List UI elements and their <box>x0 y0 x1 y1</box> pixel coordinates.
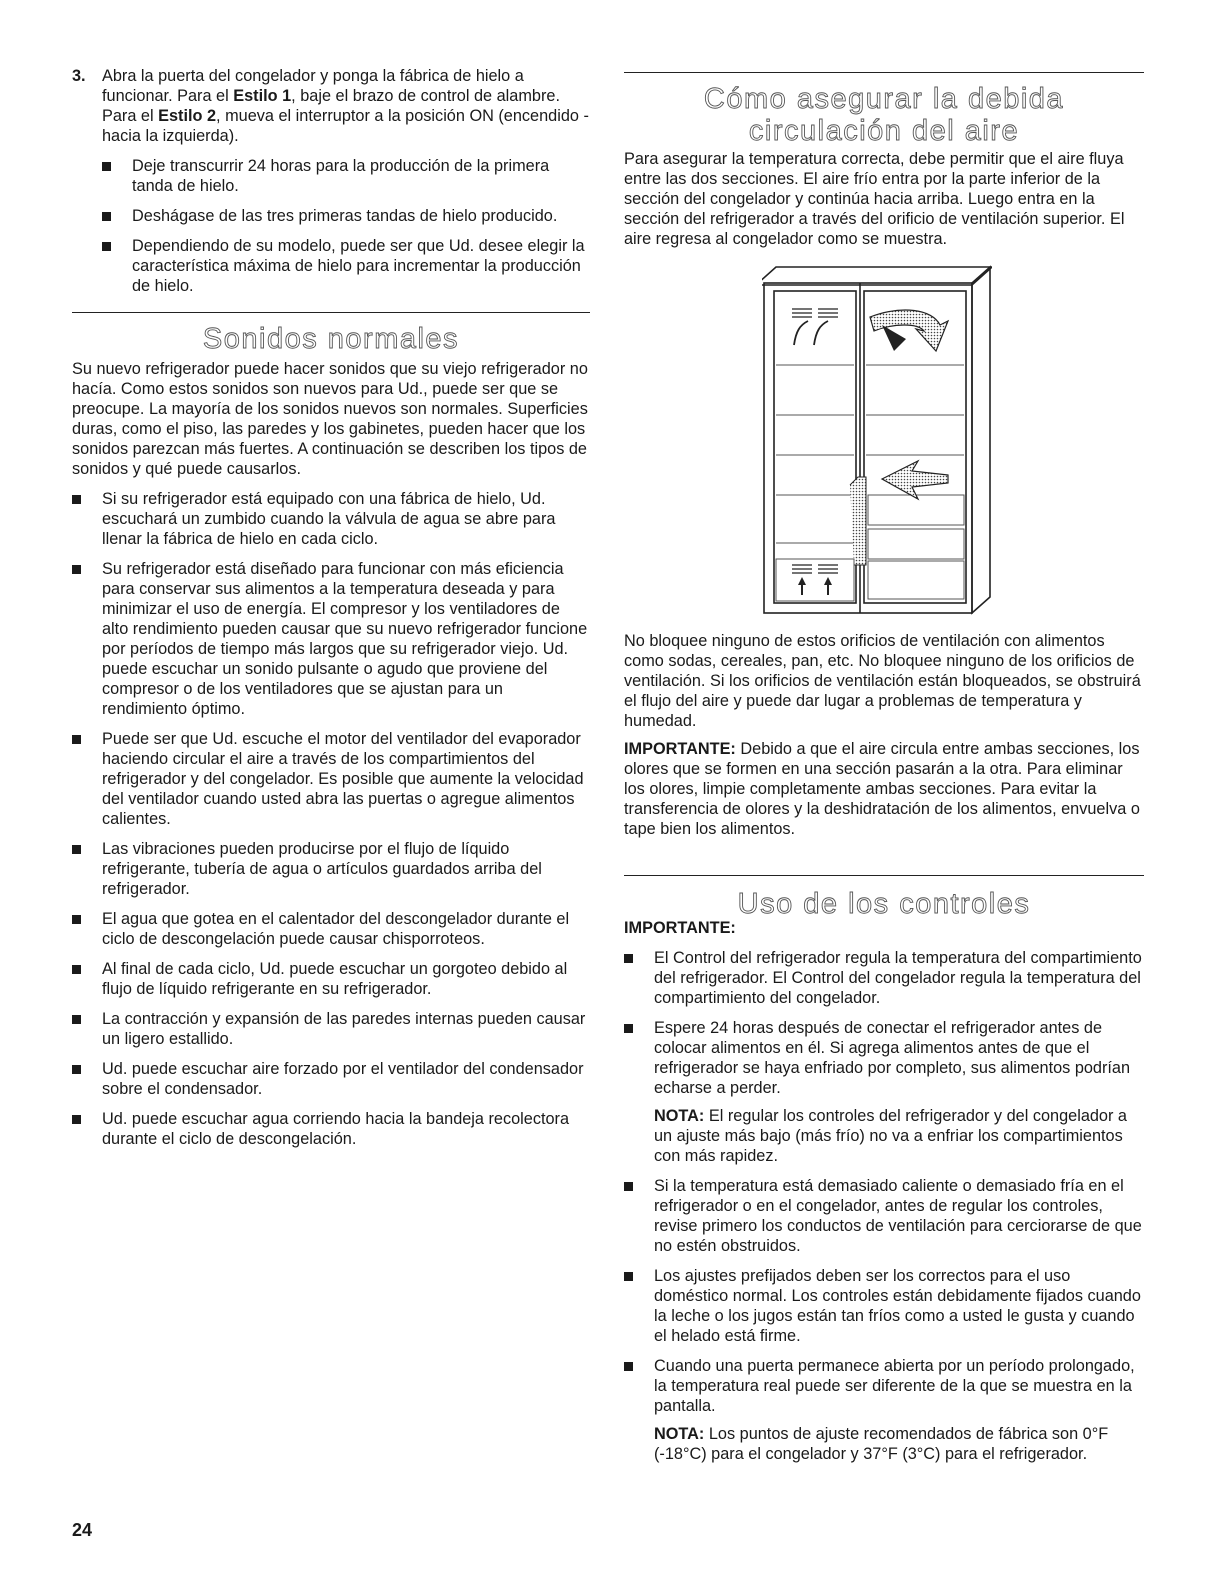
list-item: Si su refrigerador está equipado con una fábrica de hielo, Ud. escuchará un zumbido cuando la válvula de agua se abre para llenar la fábrica de hielo en cada ciclo. <box>72 489 590 549</box>
section-divider <box>72 312 590 313</box>
list-item: Al final de cada ciclo, Ud. puede escuchar un gorgoteo debido al flujo de líquido refrigerante en su refrigerador. <box>72 959 590 999</box>
section-heading-circulacion: Cómo asegurar la debida circulación del aire <box>703 83 1065 147</box>
controles-bullets <box>624 948 1144 1464</box>
list-item: Puede ser que Ud. escuche el motor del ventilador del evaporador haciendo circular el aire a través de los compartimientos del refrigerador y del congelador. Es posible que aumente la velocidad del ventilador cuando usted abra las puertas o agregue alimentos calientes. <box>72 729 590 829</box>
circulacion-warning: No bloquee ninguno de estos orificios de ventilación con alimentos como sodas, cereales, pan, etc. No bloquee ninguno de los orificios de ventilación. Si los orificios de ventilación están bloqueados, se obstruirá el flujo del aire y puede dar lugar a problemas de temperatura y humedad. <box>624 632 1141 730</box>
step-3-text: Abra la puerta del congelador y ponga la fábrica de hielo a funcionar. Para el Estilo 1, baje el brazo de control de alambre. Para el Estilo 2, mueva el interruptor a la posición ON (encendido - hacia la izquierda). <box>102 67 589 145</box>
page-number: 24 <box>72 1520 93 1540</box>
list-item: Deje transcurrir 24 horas para la producción de la primera tanda de hielo. <box>102 156 590 196</box>
refrigerator-airflow-diagram <box>762 265 992 617</box>
list-item: Dependiendo de su modelo, puede ser que Ud. desee elegir la característica máxima de hielo para incrementar la producción de hielo. <box>102 236 590 296</box>
step-number: 3. <box>72 67 86 85</box>
step-3-bullets <box>102 156 590 296</box>
circulacion-important: IMPORTANTE: Debido a que el aire circula entre ambas secciones, los olores que se formen en una sección pasarán a la otra. Para eliminar los olores, limpie completamente ambas secciones. Para evitar la transferencia de olores y la deshidratación de los alimentos, envuelva o tape bien los alimentos. <box>624 740 1140 838</box>
list-item: El agua que gotea en el calentador del descongelador durante el ciclo de descongelación puede causar chisporroteos. <box>72 909 590 949</box>
controles-important-label: IMPORTANTE: <box>624 919 736 937</box>
list-item: Si la temperatura está demasiado caliente o demasiado fría en el refrigerador o en el congelador, antes de regular los controles, revise primero los conductos de ventilación para cerciorarse de que no estén obstruidos. <box>624 1176 1144 1256</box>
section-heading-controles: Uso de los controles <box>737 888 1031 920</box>
sonidos-bullets <box>72 489 590 1149</box>
list-item: Su refrigerador está diseñado para funcionar con más eficiencia para conservar sus alimentos a la temperatura deseada y para minimizar el uso de energía. El compresor y los ventiladores de alto rendimiento pueden causar que su nuevo refrigerador funcione por períodos de tiempo más largos que su refrigerador viejo. Ud. puede escuchar un sonido pulsante o agudo que proviene del compresor o de los ventiladores que se ajustan para un rendimiento óptimo. <box>72 559 590 719</box>
section-divider <box>624 72 1144 73</box>
list-item: Ud. puede escuchar agua corriendo hacia la bandeja recolectora durante el ciclo de descongelación. <box>72 1109 590 1149</box>
note-1: NOTA: El regular los controles del refrigerador y del congelador a un ajuste más bajo (más frío) no va a enfriar los compartimientos con más rapidez. <box>654 1107 1127 1165</box>
sonidos-intro: Su nuevo refrigerador puede hacer sonidos que su viejo refrigerador no hacía. Como estos sonidos son nuevos para Ud., puede ser que se preocupe. La mayoría de los sonidos nuevos son normales. Superficies duras, como el piso, las paredes y los gabinetes, pueden hacer que los sonidos parezcan más fuertes. A continuación se describen los tipos de sonidos y qué puede causarlos. <box>72 360 588 478</box>
left-column <box>72 66 590 1149</box>
step-3 <box>72 66 590 296</box>
note-2: NOTA: Los puntos de ajuste recomendados de fábrica son 0°F (-18°C) para el congelador y 37°F (3°C) para el refrigerador. <box>654 1425 1109 1463</box>
list-item: La contracción y expansión de las paredes internas pueden causar un ligero estallido. <box>72 1009 590 1049</box>
list-item: El Control del refrigerador regula la temperatura del compartimiento del refrigerador. El Control del congelador regula la temperatura del compartimiento del congelador. <box>624 948 1144 1008</box>
right-column <box>624 66 1144 1464</box>
list-item: Cuando una puerta permanece abierta por un período prolongado, la temperatura real puede ser diferente de la que se muestra en la pantalla. NOTA: Los puntos de ajuste recomendados de fábrica son 0°F (-18°C) para el congelador y 37°F (3°C) para el refrigerador. <box>624 1356 1144 1464</box>
section-heading-sonidos: Sonidos normales <box>202 323 460 355</box>
list-item: Ud. puede escuchar aire forzado por el ventilador del condensador sobre el condensador. <box>72 1059 590 1099</box>
list-item: Las vibraciones pueden producirse por el flujo de líquido refrigerante, tubería de agua o artículos guardados arriba del refrigerador. <box>72 839 590 899</box>
list-item: Espere 24 horas después de conectar el refrigerador antes de colocar alimentos en él. Si agrega alimentos antes de que el refrigerador se haya enfriado por completo, sus alimentos podrían echarse a perder. NOTA: El regular los controles del refrigerador y del congelador a un ajuste más bajo (más frío) no va a enfriar los compartimientos con más rapidez. <box>624 1018 1144 1166</box>
list-item: Deshágase de las tres primeras tandas de hielo producido. <box>102 206 590 226</box>
circulacion-intro: Para asegurar la temperatura correcta, debe permitir que el aire fluya entre las dos secciones. El aire frío entra por la parte inferior de la sección del congelador y continúa hacia arriba. Luego entra en la sección del refrigerador a través del orificio de ventilación superior. El aire regresa al congelador como se muestra. <box>624 150 1125 248</box>
list-item: Los ajustes prefijados deben ser los correctos para el uso doméstico normal. Los controles están debidamente fijados cuando la leche o los jugos están tan fríos como a usted le gusta y cuando el helado está firme. <box>624 1266 1144 1346</box>
section-divider <box>624 875 1144 876</box>
